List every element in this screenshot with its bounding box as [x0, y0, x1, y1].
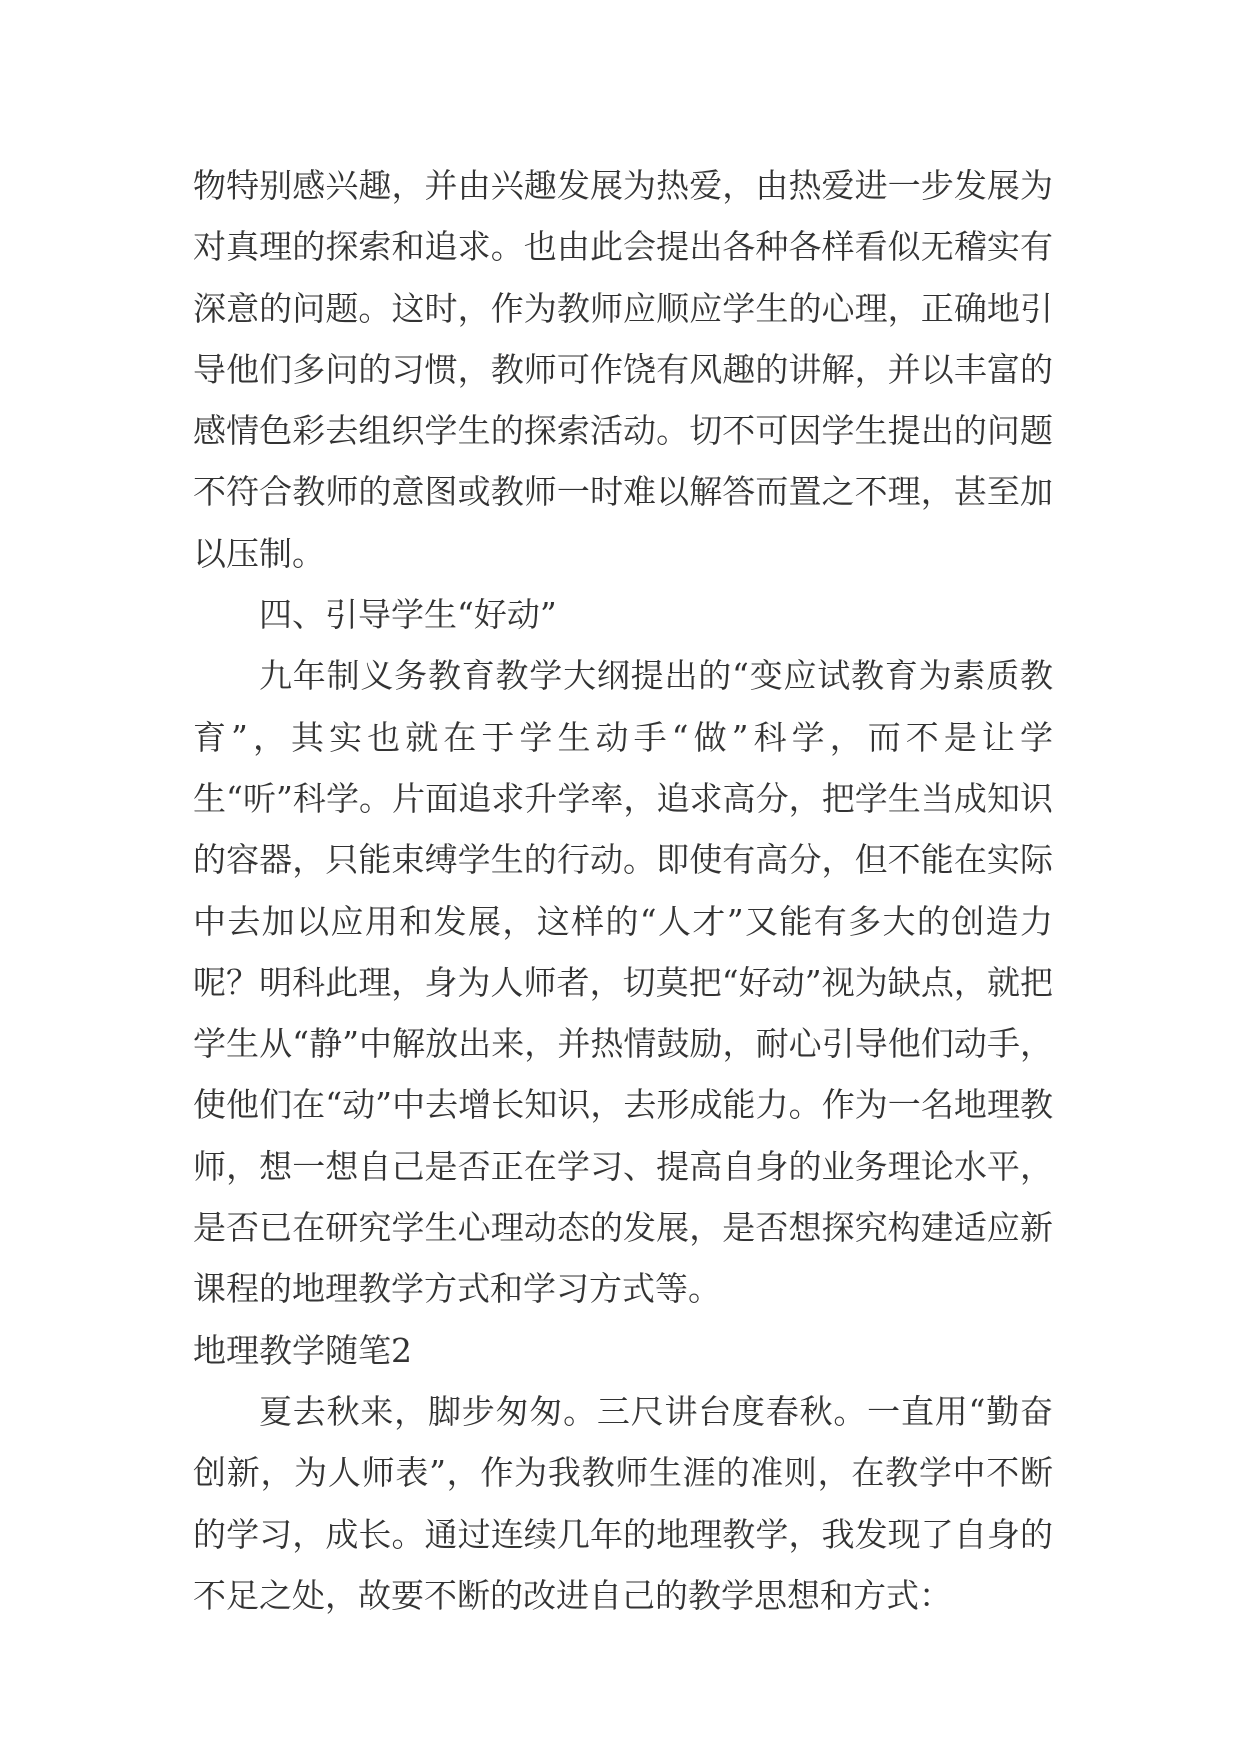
article-title: 地理教学随笔2 [193, 1330, 412, 1370]
body-paragraph-article2: 夏去秋来，脚步匆匆。三尺讲台度春秋。一直用“勤奋创新，为人师表”，作为我教师生涯的准则，在教学中不断的学习，成长。通过连续几年的地理教学，我发现了自身的不足之处，故要不断的改进自己的教学思想和方式： [193, 1391, 1053, 1615]
document-body [193, 155, 1053, 1626]
section-heading: 四、引导学生“好动” [259, 595, 557, 635]
body-paragraph-continuation: 物特别感兴趣，并由兴趣发展为热爱，由热爱进一步发展为对真理的探索和追求。也由此会提出各种各样看似无稽实有深意的问题。这时，作为教师应顺应学生的心理，正确地引导他们多问的习惯，教师可作饶有风趣的讲解，并以丰富的感情色彩去组织学生的探索活动。切不可因学生提出的问题不符合教师的意图或教师一时难以解答而置之不理，甚至加以压制。 [193, 166, 1053, 573]
body-paragraph-section4: 九年制义务教育教学大纲提出的“变应试教育为素质教育”，其实也就在于学生动手“做”科学，而不是让学生“听”科学。片面追求升学率，追求高分，把学生当成知识的容器，只能束缚学生的行动。即使有高分，但不能在实际中去加以应用和发展，这样的“人才”又能有多大的创造力呢？明科此理，身为人师者，切莫把“好动”视为缺点，就把学生从“静”中解放出来，并热情鼓励，耐心引导他们动手，使他们在“动”中去增长知识，去形成能力。作为一名地理教师，想一想自己是否正在学习、提高自身的业务理论水平，是否已在研究学生心理动态的发展，是否想探究构建适应新课程的地理教学方式和学习方式等。 [193, 656, 1053, 1309]
